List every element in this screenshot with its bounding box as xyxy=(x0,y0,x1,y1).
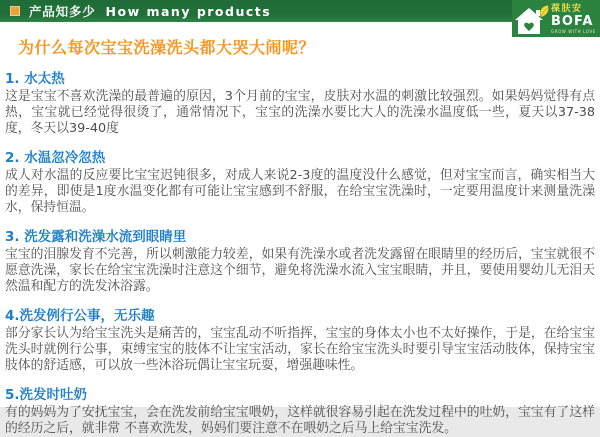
section-body: 成人对水温的反应要比宝宝迟钝很多，对成人来说2-3度的温度没什么感觉，但对宝宝而言，确实相当大的差异，即使是1度水温变化都有可能让宝宝感到不舒服，在给宝宝洗澡时，一定要用温度计来测量洗澡水，保持恒温。 xyxy=(5,168,595,215)
header-title-zh: 产品知多少 xyxy=(29,4,96,19)
section-temp-fluctuation xyxy=(5,146,595,216)
brand-logo xyxy=(512,0,600,37)
section-body: 部分家长认为给宝宝洗头是痛苦的，宝宝乱动不听指挥，宝宝的身体太小也不太好操作，于是，在给宝宝洗头时就例行公事，束缚宝宝的肢体不让宝宝活动，家长在给宝宝洗头时要引导宝宝活动肢体，保持宝宝肢体的舒适感，可以放一些沐浴玩偶让宝宝玩耍，增强趣味性。 xyxy=(5,326,595,373)
section-heading: 2. 水温忽冷忽热 xyxy=(5,150,106,166)
section-shampoo-in-eyes xyxy=(5,225,595,295)
section-heading: 4.洗发例行公事，无乐趣 xyxy=(5,308,155,324)
header-title-en: How many products xyxy=(105,4,272,19)
section-heading: 1. 水太热 xyxy=(5,71,65,87)
section-heading: 5.洗发时吐奶 xyxy=(5,387,88,403)
logo-tagline: GROW WITH LOVE xyxy=(551,28,596,34)
section-body: 这是宝宝不喜欢洗澡的最普遍的原因，3个月前的宝宝，皮肤对水温的刺激比较强烈。如果妈妈觉得有点热，宝宝就已经觉得很烫了，通常情况下，宝宝的洗澡水要比大人的洗澡水温度低一些，夏天以37-38度，冬天以39-40度 xyxy=(5,89,595,136)
article-title: 为什么每次宝宝洗澡洗头都大哭大闹呢？ xyxy=(18,38,316,57)
section-heading: 3. 洗发露和洗澡水流到眼睛里 xyxy=(5,229,187,245)
section-no-fun-routine xyxy=(5,304,595,374)
square-bullet-icon xyxy=(10,6,20,16)
house-heart-leaf-icon xyxy=(514,5,550,36)
logo-name-en: BOFA xyxy=(551,14,594,30)
logo-texts xyxy=(551,5,596,34)
section-spit-up-milk xyxy=(5,383,595,437)
logo-name-zh: 葆肤安 xyxy=(551,4,583,15)
section-water-too-hot xyxy=(5,67,595,137)
header-bar xyxy=(0,0,600,22)
header-title xyxy=(29,2,271,20)
section-body: 宝宝的泪腺发育不完善，所以刺激能力较差，如果有洗澡水或者洗发露留在眼睛里的经历后，宝宝就很不愿意洗澡，家长在给宝宝洗澡时注意这个细节，避免将洗澡水流入宝宝眼睛，并且，要使用婴幼儿无泪天然温和配方的洗发沐浴露。 xyxy=(5,247,595,294)
section-body: 有的妈妈为了安抚宝宝，会在洗发前给宝宝喂奶，这样就很容易引起在洗发过程中的吐奶，宝宝有了这样的经历之后，就非常 不喜欢洗发，妈妈们要注意不在喂奶之后马上给宝宝洗发。 xyxy=(5,405,595,436)
article-content xyxy=(0,22,600,436)
